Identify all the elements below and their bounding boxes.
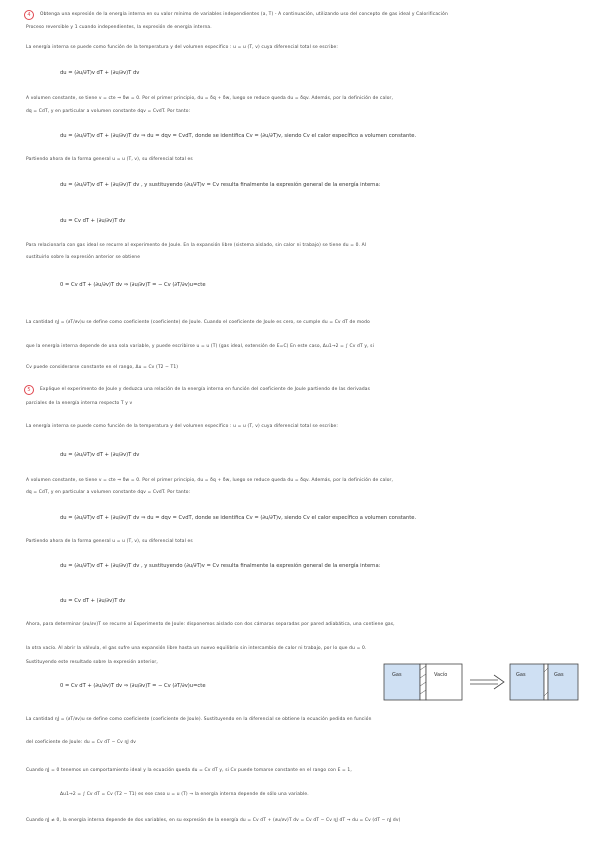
q5-text-c: Partiendo ahora de la forma general u = u (T, v), su diferencial total es (26, 539, 193, 544)
q5-equation-4: du = Cv dT + (∂u/∂v)T dv (60, 598, 126, 604)
question-5-number: 5 (24, 385, 34, 395)
q4-text-e1: La cantidad ηJ = (∂T/∂v)u se define como coeficiente (coeficiente) de Joule. Cuando el coeficiente de Joule es cero, se cumple du = Cv dT de modo (26, 320, 370, 325)
q5-text-d3: Sustituyendo este resultado sobre la expresión anterior, (26, 660, 158, 665)
q4-text-d2: sustituirlo sobre la expresión anterior se obtiene (26, 255, 141, 260)
q5-text-g: Cuando ηJ ≠ 0, la energía interna depende de dos variables, en su expresión de la energía du = Cv dT + (∂u/∂v)T dv = Cv dT − Cv ηJ dT → du = Cv (dT − ηJ dv) (26, 818, 401, 823)
q5-text-e1: La cantidad ηJ = (∂T/∂v)u se define como coeficiente (coeficiente de Joule). Sustituyendo en la diferencial se obtiene la ecuación pedida en función (26, 717, 372, 722)
q5-text-e2: del coeficiente de Joule: du = Cv dT − Cv ηJ dv (26, 740, 137, 745)
q5-equation-2: du = (∂u/∂T)v dT + (∂u/∂v)T dv ⇒ du = dqv = CvdT, donde se identifica Cv = (∂u/∂T)v, siendo Cv el calor específico a volumen constante. (60, 515, 417, 521)
q4-text-e3: Cv puede considerarse constante en el rango, Δu = Cv (T2 − T1) (26, 365, 179, 370)
q5-text-b1: A volumen constante, se tiene v = cte ⇒ δw = 0. Por el primer principio, du = δq + δw, luego se reduce queda du = δqv. Además, por la definición de calor, (26, 478, 394, 483)
q4-text-c: Partiendo ahora de la forma general u = u (T, v), su diferencial total es (26, 157, 193, 162)
diagram-right-gas-label-a: Gas (516, 672, 526, 678)
q4-intro-line-1: Obtenga una expresión de la energía interna en su valor mínimo de variables independientes (a, T) - A continuación, utilizando uso del concepto de gas ideal y Calorificación (40, 12, 448, 17)
q5-text-f1: Cuando ηJ = 0 tenemos un comportamiento ideal y la ecuación queda du = Cv dT y, si Cv puede tomarse constante en el rango con E = 1, (26, 768, 352, 773)
q5-text-b2: dq = CdT, y en particular a volumen constante dqv = CvdT. Por tanto: (26, 490, 191, 495)
diagram-left-gas-label: Gas (392, 672, 402, 678)
q4-equation-5: 0 = Cv dT + (∂u/∂v)T dv ⇒ (∂u/∂v)T = − Cv (∂T/∂v)u=cte (60, 282, 206, 288)
q5-equation-5: 0 = Cv dT + (∂u/∂v)T dv ⇒ (∂u/∂v)T = − Cv (∂T/∂v)u=cte (60, 683, 206, 689)
q4-text-b1: A volumen constante, se tiene v = cte ⇒ δw = 0. Por el primer principio, du = δq + δw, luego se reduce queda du = δqv. Además, por la definición de calor, (26, 96, 394, 101)
q4-text-a: La energía interna se puede como función de la temperatura y del volumen específico : u = u (T, v) cuya diferencial total se escribe: (26, 45, 338, 50)
q5-text-a: La energía interna se puede como función de la temperatura y del volumen específico : u = u (T, v) cuya diferencial total se escribe: (26, 424, 338, 429)
q4-intro-line-2: Proceso reversible y 1 cuando independientes, la expresión de energía interna. (26, 25, 212, 30)
q4-equation-4: du = Cv dT + (∂u/∂v)T dv (60, 218, 126, 224)
q4-equation-1: du = (∂u/∂T)v dT + (∂u/∂v)T dv (60, 70, 140, 76)
q5-text-d2: la otra vacío. Al abrir la válvula, el gas sufre una expansión libre hasta un nuevo equilibrio sin intercambio de calor ni trabajo, por lo que du = 0. (26, 646, 367, 651)
q4-text-b2: dq = CdT, y en particular a volumen constante dqv = CvdT. Por tanto: (26, 109, 191, 114)
question-4-number: 4 (24, 10, 34, 20)
q4-text-d1: Para relacionarla con gas ideal se recurre al experimento de Joule. En la expansión libre (sistema aislado, sin calor ni trabajo) se tiene du = 0. Al (26, 243, 367, 248)
diagram-right-gas-label-b: Gas (554, 672, 564, 678)
q4-text-e2: que la energía interna depende de una sola variable, y puede escribirse u = u (T) (gas ideal, extensión de E=C) En este caso, Δu1→2 = ∫ Cv dT y, si (26, 344, 374, 349)
q4-equation-3: du = (∂u/∂T)v dT + (∂u/∂v)T dv , y sustituyendo (∂u/∂T)v = Cv resulta finalmente la expresión general de la energía interna: (60, 182, 381, 188)
q5-text-f2: Δu1→2 = ∫ Cv dT = Cv (T2 − T1) es ese caso u = u (T) → la energía interna depende de sólo una variable. (60, 792, 309, 797)
q5-text-d1: Ahora, para determinar (∂u/∂v)T se recurre al Experimento de Joule: disponemos aislado con dos cámaras separadas por pared adiabática, una contiene gas, (26, 622, 395, 627)
q5-equation-3: du = (∂u/∂T)v dT + (∂u/∂v)T dv , y sustituyendo (∂u/∂T)v = Cv resulta finalmente la expresión general de la energía interna: (60, 563, 381, 569)
q4-equation-2: du = (∂u/∂T)v dT + (∂u/∂v)T dv ⇒ du = dqv = CvdT, donde se identifica Cv = (∂u/∂T)v, siendo Cv el calor específico a volumen constante. (60, 133, 417, 139)
diagram-vacuum-label: Vacío (434, 672, 448, 678)
joule-experiment-diagram (382, 660, 582, 705)
q5-intro-line-2: parciales de la energía interna respecto T y v (26, 401, 133, 406)
q5-equation-1: du = (∂u/∂T)v dT + (∂u/∂v)T dv (60, 452, 140, 458)
q5-intro-line-1: Explique el experimento de Joule y deduzca una relación de la energía interna en función del coeficiente de Joule partiendo de las derivadas (40, 387, 371, 392)
